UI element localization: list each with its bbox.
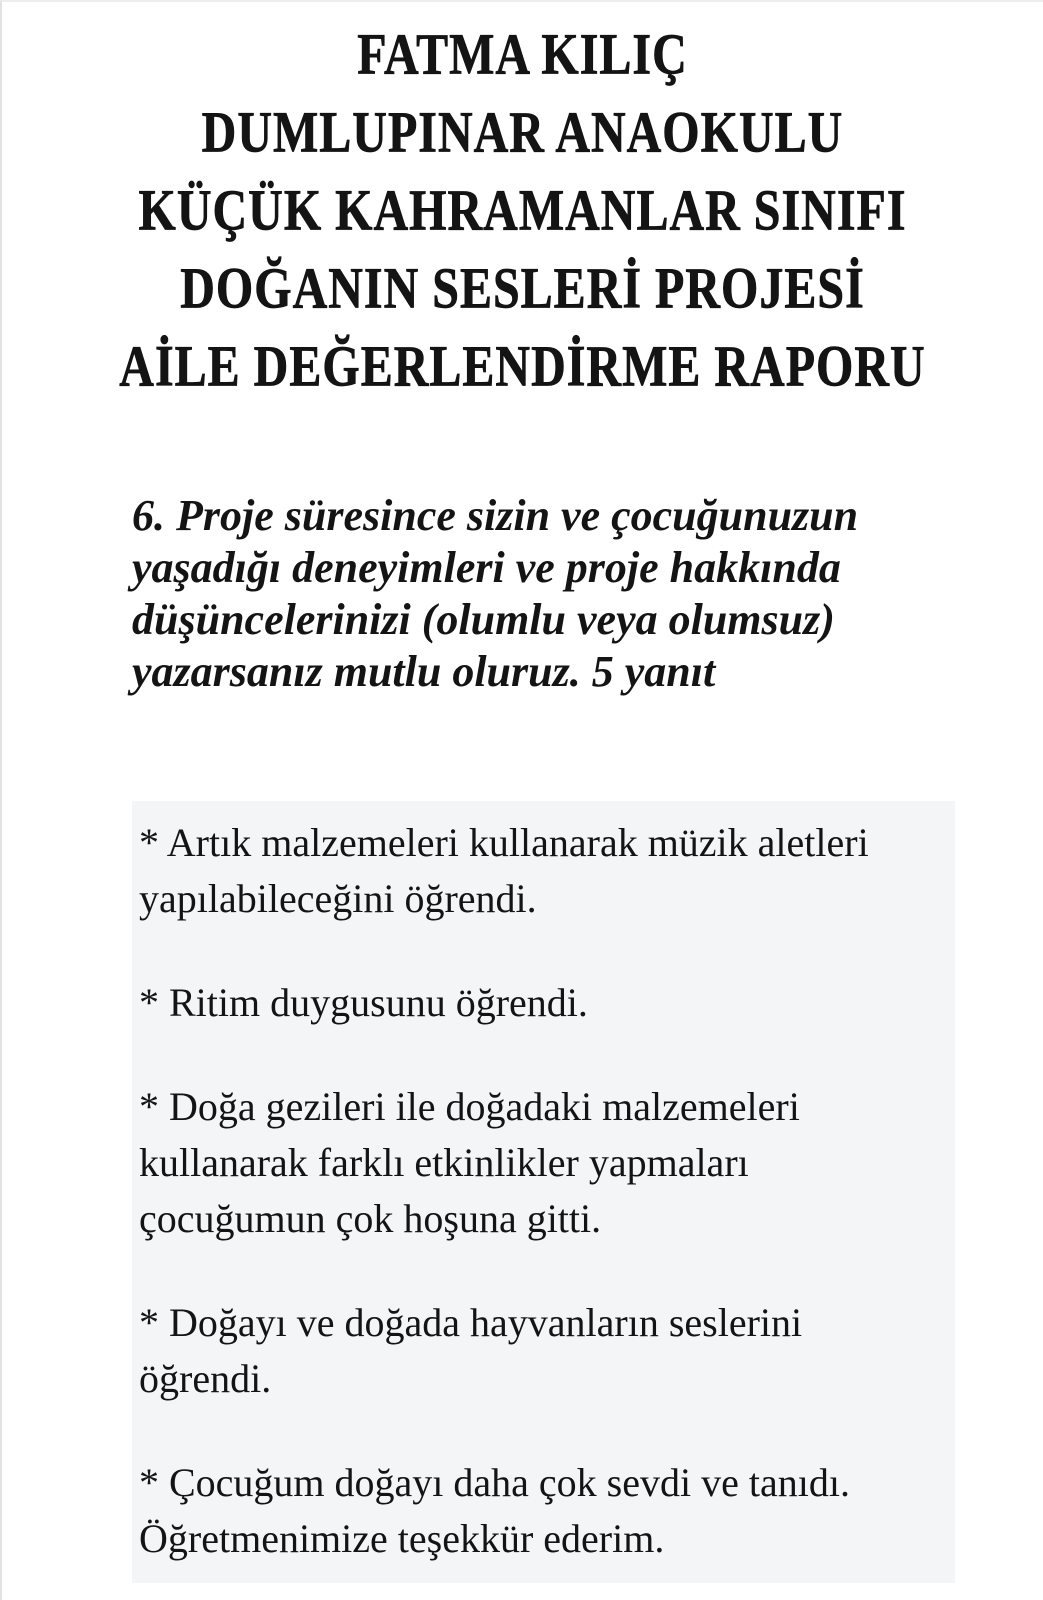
response-line: * Ritim duygusunu öğrendi. (139, 980, 588, 1025)
response-line: öğrendi. (139, 1356, 272, 1401)
response-item (139, 815, 937, 927)
response-item (139, 1295, 937, 1407)
report-title-line: DOĞANIN SESLERİ PROJESİ (180, 256, 865, 321)
responses-box (132, 801, 955, 1583)
response-line: * Doğa gezileri ile doğadaki malzemeleri (139, 1084, 800, 1129)
report-title-line: KÜÇÜK KAHRAMANLAR SINIFI (138, 178, 907, 243)
response-line: kullanarak farklı etkinlikler yapmaları (139, 1140, 749, 1185)
report-title-line: FATMA KILIÇ (357, 22, 688, 87)
question-text-line: yaşadığı deneyimleri ve proje hakkında (132, 543, 841, 592)
response-line: * Artık malzemeleri kullanarak müzik aletleri (139, 820, 869, 865)
report-title-line: AİLE DEĞERLENDİRME RAPORU (119, 334, 926, 399)
response-item (139, 975, 937, 1031)
question-text-line: yazarsanız mutlu oluruz. 5 yanıt (132, 647, 716, 696)
response-item (139, 1455, 937, 1567)
question-text-line: 6. Proje süresince sizin ve çocuğunuzun (132, 491, 859, 540)
response-line: * Çocuğum doğayı daha çok sevdi ve tanıdı. (139, 1460, 850, 1505)
response-line: çocuğumun çok hoşuna gitti. (139, 1196, 602, 1241)
report-title (2, 2, 1043, 406)
question-text-line: düşüncelerinizi (olumlu veya olumsuz) (132, 595, 835, 644)
response-line: * Doğayı ve doğada hayvanların seslerini (139, 1300, 803, 1345)
question-text (132, 490, 1043, 698)
response-line: yapılabileceğini öğrendi. (139, 876, 537, 921)
report-title-line: DUMLUPINAR ANAOKULU (201, 100, 844, 165)
response-item (139, 1079, 937, 1247)
response-line: Öğretmenimize teşekkür ederim. (139, 1516, 665, 1561)
